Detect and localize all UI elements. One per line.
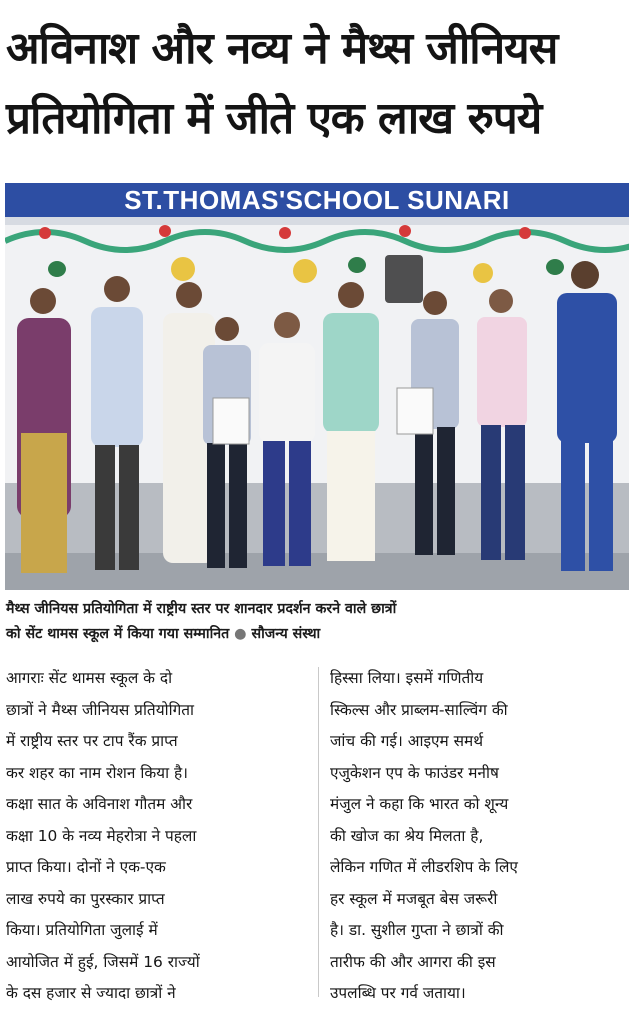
article-line: कर शहर का नाम रोशन किया है।: [6, 763, 188, 782]
article-body: [6, 663, 634, 1008]
article-line: छात्रों ने मैथ्स जीनियस प्रतियोगिता: [6, 700, 195, 719]
caption-line-1: मैथ्स जीनियस प्रतियोगिता में राष्ट्रीय स्तर पर शानदार प्रदर्शन करने वाले छात्रों: [6, 601, 397, 617]
news-photo: [5, 183, 629, 590]
article-line: किया। प्रतियोगिता जुलाई में: [6, 921, 158, 939]
column-divider: [318, 667, 319, 997]
caption-text: को सेंट थामस स्कूल में किया गया सम्मानित: [6, 626, 230, 642]
article-line: हिस्सा लिया। इसमें गणितीय: [330, 669, 484, 687]
article-line: की खोज का श्रेय मिलता है,: [330, 826, 484, 845]
article-line: कक्षा 10 के नव्य मेहरोत्रा ने पहला: [6, 826, 197, 845]
article-line: लाख रुपये का पुरस्कार प्राप्त: [6, 889, 165, 908]
article-line: लेकिन गणित में लीडरशिप के लिए: [330, 858, 518, 876]
article-line: कक्षा सात के अविनाश गौतम और: [6, 795, 193, 813]
article-line: मंजुल ने कहा कि भारत को शून्य: [330, 795, 509, 813]
article-line: में राष्ट्रीय स्तर पर टाप रैंक प्राप्त: [6, 732, 178, 750]
photo-credit: सौजन्य संस्था: [251, 626, 321, 642]
headline: [6, 14, 634, 154]
article-line: एजुकेशन एप के फाउंडर मनीष: [330, 763, 499, 782]
school-sign: ST.THOMAS'SCHOOL SUNARI: [5, 183, 629, 217]
headline-line-2: प्रतियोगिता में जीते एक लाख रुपये: [6, 93, 542, 144]
article-line: है। डा. सुशील गुप्ता ने छात्रों की: [330, 921, 504, 939]
article-line: उपलब्धि पर गर्व जताया।: [330, 984, 466, 1002]
article-line: तारीफ की और आगरा की इस: [330, 952, 496, 971]
headline-line-1: अविनाश और नव्य ने मैथ्स जीनियस: [6, 23, 558, 74]
article-line: आगराः सेंट थामस स्कूल के दो: [6, 669, 173, 687]
photo-caption: [6, 597, 634, 647]
article-column-left: [6, 663, 306, 1010]
article-line: के दस हजार से ज्यादा छात्रों ने: [6, 984, 176, 1002]
article-line: आयोजित में हुई, जिसमें 16 राज्यों: [6, 952, 200, 971]
article-line: हर स्कूल में मजबूत बेस जरूरी: [330, 889, 498, 908]
article-line: प्राप्त किया। दोनों ने एक-एक: [6, 858, 166, 876]
article-line: स्किल्स और प्राब्लम-साल्विंग की: [330, 700, 508, 719]
article-column-right: [330, 663, 630, 1010]
caption-line-2: [6, 622, 634, 647]
photo-scene: [5, 183, 629, 590]
bullet-icon: ●: [234, 626, 247, 642]
article-line: जांच की गई। आइएम समर्थ: [330, 732, 484, 750]
